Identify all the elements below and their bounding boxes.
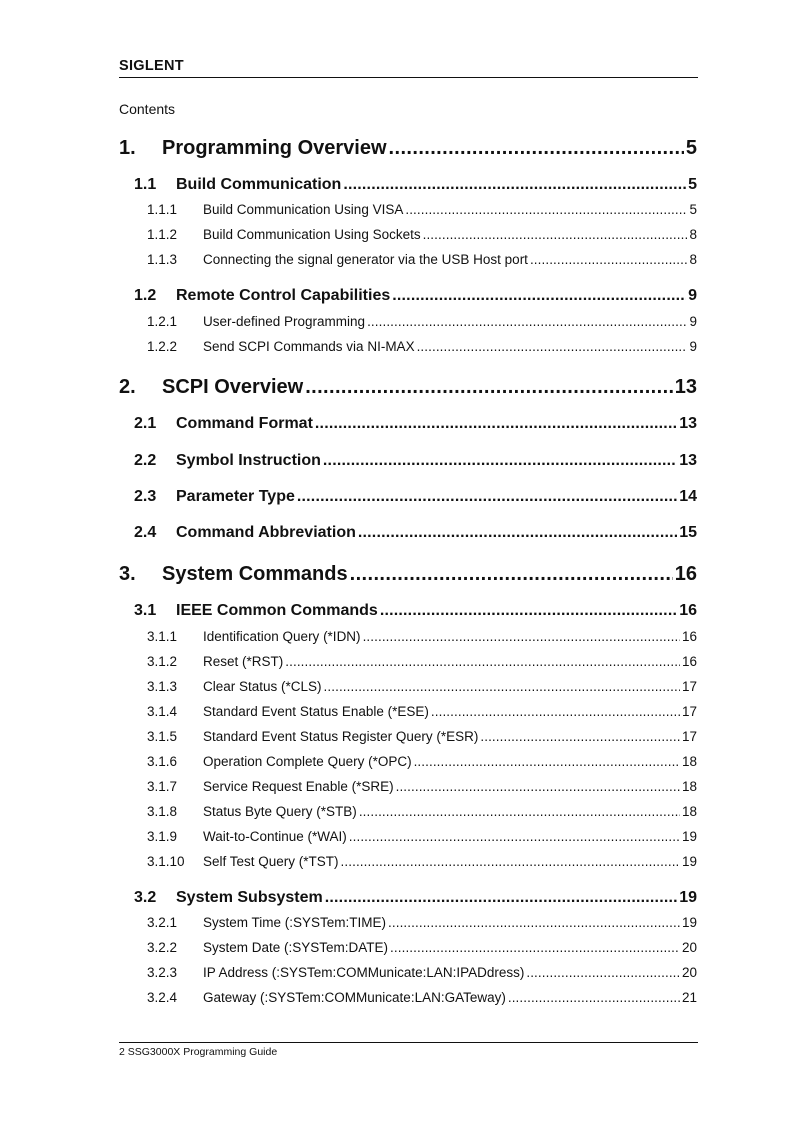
toc-entry-number: 3.1.4 — [147, 704, 178, 719]
footer-text: 2 SSG3000X Programming Guide — [119, 1046, 278, 1058]
toc-entry-level-2[interactable] — [134, 414, 697, 433]
toc-entry-level-3[interactable] — [147, 965, 697, 981]
toc-entry-page-number: 19 — [681, 854, 697, 869]
page-footer — [119, 1042, 698, 1059]
toc-entry-page-number: 20 — [681, 965, 697, 980]
toc-dot-leader — [508, 990, 680, 1006]
toc-dot-leader — [396, 779, 680, 795]
toc-entry-level-3[interactable] — [147, 704, 697, 720]
toc-entry-title: Service Request Enable (*SRE) — [203, 779, 394, 794]
toc-entry-number: 2. — [119, 376, 136, 398]
toc-entry-level-2[interactable] — [134, 286, 697, 305]
toc-dot-leader — [380, 601, 677, 620]
toc-entry-title: System Subsystem — [176, 889, 323, 906]
toc-entry-number: 3.1.8 — [147, 804, 178, 819]
toc-entry-title: Reset (*RST) — [203, 654, 284, 669]
toc-entry-level-2[interactable] — [134, 888, 697, 907]
toc-entry-page-number: 5 — [688, 176, 697, 193]
toc-entry-title: System Commands — [162, 563, 348, 585]
toc-dot-leader — [431, 704, 680, 720]
toc-dot-leader — [324, 679, 680, 695]
toc-dot-leader — [305, 375, 673, 399]
toc-entry-level-1[interactable] — [119, 136, 697, 160]
toc-entry-number: 3.1.10 — [147, 854, 185, 869]
toc-entry-page-number: 21 — [681, 990, 697, 1005]
toc-entry-number: 1.2.1 — [147, 314, 178, 329]
toc-dot-leader — [358, 523, 677, 542]
toc-entry-page-number: 16 — [679, 602, 697, 619]
toc-entry-title: Clear Status (*CLS) — [203, 679, 322, 694]
toc-entry-level-3[interactable] — [147, 729, 697, 745]
toc-entry-page-number: 19 — [679, 889, 697, 906]
toc-entry-level-3[interactable] — [147, 679, 697, 695]
toc-entry-page-number: 14 — [679, 488, 697, 505]
toc-entry-level-2[interactable] — [134, 487, 697, 506]
toc-dot-leader — [350, 562, 673, 586]
toc-entry-page-number: 18 — [681, 779, 697, 794]
toc-entry-level-3[interactable] — [147, 654, 697, 670]
toc-entry-title: Standard Event Status Register Query (*ESR) — [203, 729, 479, 744]
toc-entry-page-number: 9 — [689, 314, 697, 329]
toc-dot-leader — [349, 829, 680, 845]
toc-entry-page-number: 9 — [689, 339, 697, 354]
toc-entry-level-3[interactable] — [147, 202, 697, 218]
toc-entry-page-number: 15 — [679, 524, 697, 541]
toc-entry-number: 2.3 — [134, 488, 157, 505]
toc-entry-page-number: 16 — [681, 654, 697, 669]
toc-entry-number: 3.1.7 — [147, 779, 178, 794]
toc-entry-number: 2.2 — [134, 452, 157, 469]
toc-entry-number: 1.1.1 — [147, 202, 178, 217]
toc-entry-number: 1.1 — [134, 176, 157, 193]
toc-entry-title: Remote Control Capabilities — [176, 287, 391, 304]
toc-entry-number: 2.1 — [134, 415, 157, 432]
toc-dot-leader — [417, 339, 688, 355]
toc-entry-page-number: 16 — [681, 629, 697, 644]
toc-entry-page-number: 13 — [679, 452, 697, 469]
toc-dot-leader — [388, 915, 680, 931]
toc-dot-leader — [315, 414, 677, 433]
toc-entry-page-number: 13 — [679, 415, 697, 432]
toc-entry-number: 1.2.2 — [147, 339, 178, 354]
toc-dot-leader — [526, 965, 680, 981]
toc-entry-number: 3.1.6 — [147, 754, 178, 769]
toc-entry-title: Build Communication — [176, 176, 342, 193]
toc-entry-level-3[interactable] — [147, 227, 697, 243]
toc-entry-title: Wait-to-Continue (*WAI) — [203, 829, 347, 844]
toc-entry-page-number: 20 — [681, 940, 697, 955]
toc-entry-number: 3.2.4 — [147, 990, 178, 1005]
toc-entry-title: Parameter Type — [176, 488, 295, 505]
toc-entry-level-3[interactable] — [147, 854, 697, 870]
toc-entry-level-3[interactable] — [147, 940, 697, 956]
toc-entry-title: Gateway (:SYSTem:COMMunicate:LAN:GATeway) — [203, 990, 506, 1005]
toc-entry-page-number: 5 — [685, 137, 697, 159]
toc-dot-leader — [297, 487, 677, 506]
toc-entry-title: Build Communication Using Sockets — [203, 227, 421, 242]
toc-entry-number: 3.2.2 — [147, 940, 178, 955]
toc-dot-leader — [325, 888, 677, 907]
toc-entry-number: 3.1.2 — [147, 654, 178, 669]
toc-entry-title: System Date (:SYSTem:DATE) — [203, 940, 389, 955]
toc-entry-title: Operation Complete Query (*OPC) — [203, 754, 412, 769]
toc-entry-title: Send SCPI Commands via NI-MAX — [203, 339, 415, 354]
toc-dot-leader — [359, 804, 680, 820]
toc-entry-level-3[interactable] — [147, 804, 697, 820]
toc-dot-leader — [285, 654, 680, 670]
toc-entry-level-3[interactable] — [147, 252, 697, 268]
toc-entry-level-2[interactable] — [134, 451, 697, 470]
toc-entry-number: 3.2.3 — [147, 965, 178, 980]
toc-dot-leader — [363, 629, 680, 645]
toc-entry-title: Self Test Query (*TST) — [203, 854, 339, 869]
toc-entry-number: 2.4 — [134, 524, 157, 541]
toc-entry-title: Connecting the signal generator via the USB Host port — [203, 252, 528, 267]
toc-dot-leader — [530, 252, 688, 268]
toc-entry-level-1[interactable] — [119, 375, 697, 399]
contents-heading: Contents — [119, 101, 176, 117]
toc-entry-title: Symbol Instruction — [176, 452, 321, 469]
toc-dot-leader — [390, 940, 680, 956]
toc-entry-title: IP Address (:SYSTem:COMMunicate:LAN:IPADdress) — [203, 965, 525, 980]
toc-dot-leader — [389, 136, 684, 160]
toc-entry-page-number: 17 — [681, 704, 697, 719]
toc-entry-level-3[interactable] — [147, 829, 697, 845]
toc-entry-number: 3. — [119, 563, 136, 585]
toc-entry-title: SCPI Overview — [162, 376, 304, 398]
toc-entry-page-number: 19 — [681, 829, 697, 844]
toc-entry-page-number: 18 — [681, 754, 697, 769]
toc-entry-page-number: 8 — [689, 252, 697, 267]
toc-dot-leader — [414, 754, 680, 770]
toc-dot-leader — [343, 175, 686, 194]
toc-entry-title: Programming Overview — [162, 137, 387, 159]
toc-dot-leader — [405, 202, 687, 218]
toc-entry-level-3[interactable] — [147, 779, 697, 795]
toc-entry-number: 3.1 — [134, 602, 157, 619]
toc-entry-number: 1.1.2 — [147, 227, 178, 242]
toc-entry-number: 1. — [119, 137, 136, 159]
toc-entry-number: 3.1.5 — [147, 729, 178, 744]
toc-entry-page-number: 13 — [674, 376, 697, 398]
toc-entry-page-number: 18 — [681, 804, 697, 819]
toc-entry-level-3[interactable] — [147, 754, 697, 770]
toc-entry-page-number: 8 — [689, 227, 697, 242]
toc-entry-level-2[interactable] — [134, 523, 697, 542]
toc-entry-page-number: 5 — [689, 202, 697, 217]
toc-entry-level-1[interactable] — [119, 562, 697, 586]
toc-entry-title: Status Byte Query (*STB) — [203, 804, 357, 819]
toc-dot-leader — [480, 729, 680, 745]
toc-entry-level-3[interactable] — [147, 915, 697, 931]
brand-name: SIGLENT — [119, 58, 184, 74]
toc-entry-page-number: 19 — [681, 915, 697, 930]
toc-entry-level-3[interactable] — [147, 314, 697, 330]
toc-entry-page-number: 17 — [681, 729, 697, 744]
toc-entry-level-3[interactable] — [147, 990, 697, 1006]
toc-entry-title: System Time (:SYSTem:TIME) — [203, 915, 387, 930]
toc-entry-page-number: 9 — [688, 287, 697, 304]
toc-entry-title: Identification Query (*IDN) — [203, 629, 361, 644]
toc-entry-number: 3.1.1 — [147, 629, 178, 644]
toc-entry-title: User-defined Programming — [203, 314, 366, 329]
toc-entry-level-2[interactable] — [134, 601, 697, 620]
toc-entry-title: Standard Event Status Enable (*ESE) — [203, 704, 429, 719]
toc-entry-page-number: 17 — [681, 679, 697, 694]
toc-entry-level-3[interactable] — [147, 339, 697, 355]
toc-entry-number: 3.2 — [134, 889, 157, 906]
toc-dot-leader — [367, 314, 687, 330]
toc-entry-number: 1.1.3 — [147, 252, 178, 267]
toc-entry-title: IEEE Common Commands — [176, 602, 378, 619]
toc-entry-title: Command Abbreviation — [176, 524, 356, 541]
toc-dot-leader — [423, 227, 688, 243]
toc-dot-leader — [323, 451, 677, 470]
toc-entry-number: 3.2.1 — [147, 915, 178, 930]
toc-entry-page-number: 16 — [674, 563, 697, 585]
toc-dot-leader — [392, 286, 686, 305]
toc-entry-level-3[interactable] — [147, 629, 697, 645]
toc-entry-number: 3.1.9 — [147, 829, 178, 844]
toc-entry-number: 3.1.3 — [147, 679, 178, 694]
toc-entry-title: Build Communication Using VISA — [203, 202, 404, 217]
toc-entry-level-2[interactable] — [134, 175, 697, 194]
toc-entry-title: Command Format — [176, 415, 313, 432]
toc-dot-leader — [341, 854, 680, 870]
toc-entry-number: 1.2 — [134, 287, 157, 304]
